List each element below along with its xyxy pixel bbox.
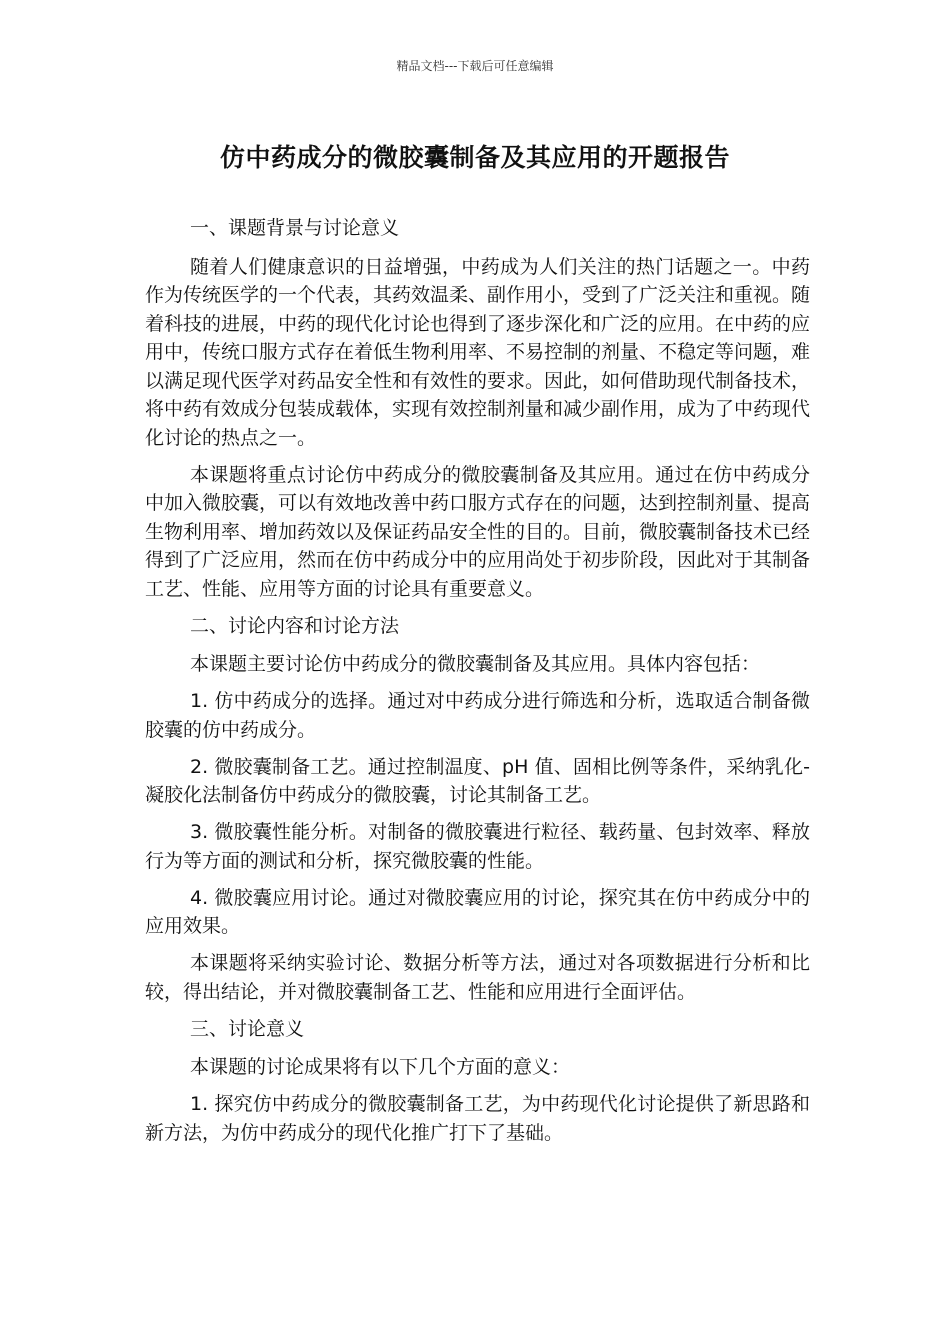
- list-item: 4. 微胶囊应用讨论。通过对微胶囊应用的讨论，探究其在仿中药成分中的应用效果。: [145, 886, 810, 937]
- section-heading: 三、讨论意义: [190, 1017, 305, 1040]
- paragraph: 本课题将重点讨论仿中药成分的微胶囊制备及其应用。通过在仿中药成分中加入微胶囊，可以有效地改善中药口服方式存在的问题，达到控制剂量、提高生物利用率、增加药效以及保证药品安全性的目的。目前，微胶囊制备技术已经得到了广泛应用，然而在仿中药成分中的应用尚处于初步阶段，因此对于其制备工艺、性能、应用等方面的讨论具有重要意义。: [145, 463, 811, 600]
- list-item: 1. 探究仿中药成分的微胶囊制备工艺，为中药现代化讨论提供了新思路和新方法，为仿中药成分的现代化推广打下了基础。: [145, 1093, 810, 1144]
- section-heading: 二、讨论内容和讨论方法: [190, 614, 400, 637]
- paragraph: 随着人们健康意识的日益增强，中药成为人们关注的热门话题之一。中药作为传统医学的一个代表，其药效温柔、副作用小，受到了广泛关注和重视。随着科技的进展，中药的现代化讨论也得到了逐步深化和广泛的应用。在中药的应用中，传统口服方式存在着低生物利用率、不易控制的剂量、不稳定等问题，难以满足现代医学对药品安全性和有效性的要求。因此，如何借助现代制备技术，将中药有效成分包装成载体，实现有效控制剂量和减少副作用，成为了中药现代化讨论的热点之一。: [145, 255, 811, 449]
- list-item: 2. 微胶囊制备工艺。通过控制温度、pH 值、固相比例等条件，采纳乳化-凝胶化法制备仿中药成分的微胶囊，讨论其制备工艺。: [145, 755, 810, 806]
- paragraph: 本课题主要讨论仿中药成分的微胶囊制备及其应用。具体内容包括：: [190, 653, 761, 675]
- document-body: [145, 214, 810, 1156]
- list-item: 1. 仿中药成分的选择。通过对中药成分进行筛选和分析，选取适合制备微胶囊的仿中药成分。: [145, 690, 810, 741]
- document-title: 仿中药成分的微胶囊制备及其应用的开题报告: [219, 143, 730, 172]
- paragraph: 本课题的讨论成果将有以下几个方面的意义：: [190, 1056, 571, 1078]
- list-item: 3. 微胶囊性能分析。对制备的微胶囊进行粒径、载药量、包封效率、释放行为等方面的测试和分析，探究微胶囊的性能。: [145, 821, 810, 872]
- paragraph: 本课题将采纳实验讨论、数据分析等方法，通过对各项数据进行分析和比较，得出结论，并对微胶囊制备工艺、性能和应用进行全面评估。: [145, 952, 810, 1003]
- header-note: 精品文档---下载后可任意编辑: [396, 59, 554, 73]
- section-heading: 一、课题背景与讨论意义: [190, 217, 400, 239]
